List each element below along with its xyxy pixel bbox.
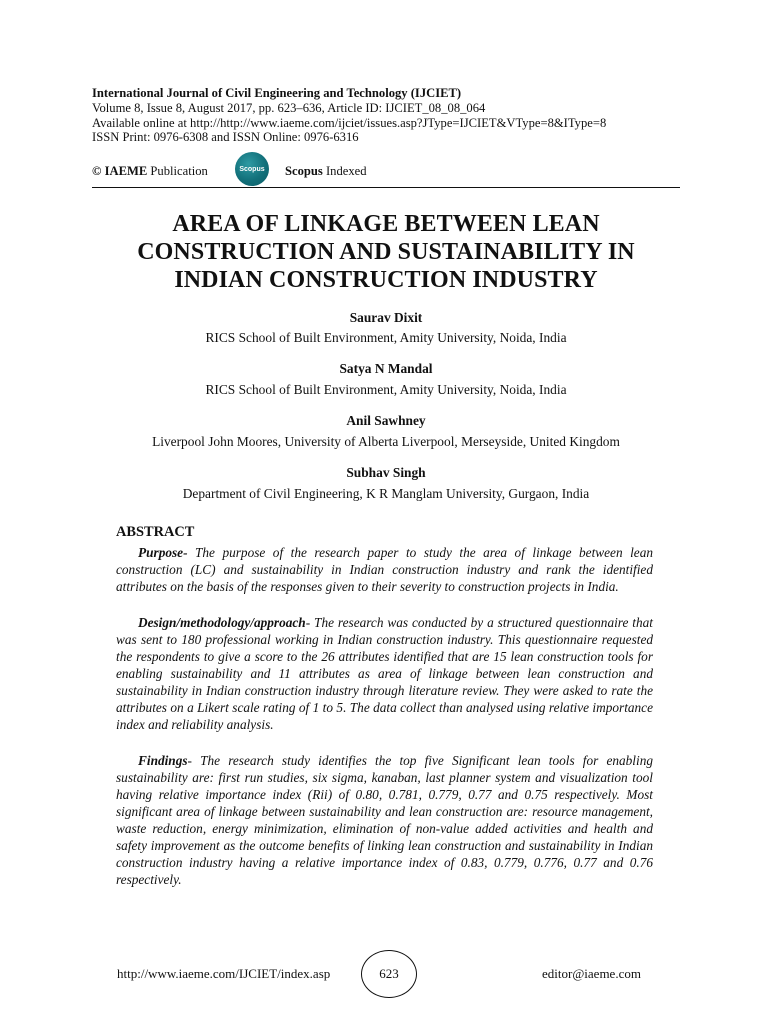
abstract-heading: ABSTRACT: [116, 524, 195, 540]
scopus-logo-text: Scopus: [239, 165, 265, 173]
paper-title: [92, 210, 680, 294]
journal-header: [92, 86, 692, 145]
paragraph-text: - The research study identifies the top five Significant lean tools for enabling sustainability are: first run studies, six sigma, kanaban, last planner system and visualization tool having relative importance index (Rii) of 0.80, 0.781, 0.779, 0.77 and 0.75 respectively. Most significant area of linkage between sustainability and lean construction are: resource management, waste reduction, energy minimization, elimination of non-value added activities and health and safety improvement as the outcome benefits of linking lean construction and sustainability in Indian construction industry having a relative importance index of 0.83, 0.779, 0.776, 0.77 and 0.76 respectively.: [116, 753, 653, 887]
scopus-indexed: [285, 164, 367, 179]
abstract-paragraph-findings: [116, 752, 653, 888]
available-online-line[interactable]: Available online at http://http://www.iaeme.com/ijciet/issues.asp?JType=IJCIET&VType=8&IType=8: [92, 115, 607, 130]
author-affiliation: RICS School of Built Environment, Amity University, Noida, India: [205, 382, 567, 397]
paragraph-label: Purpose-: [138, 545, 188, 560]
publisher-suffix: Publication: [150, 164, 208, 178]
title-line: AREA OF LINKAGE BETWEEN LEAN: [172, 211, 600, 237]
issn-line: ISSN Print: 0976-6308 and ISSN Online: 0976-6316: [92, 130, 359, 145]
page-number: 623: [379, 966, 399, 981]
volume-line: Volume 8, Issue 8, August 2017, pp. 623–636, Article ID: IJCIET_08_08_064: [92, 100, 486, 115]
publisher-row: [92, 152, 692, 192]
author-name: Anil Sawhney: [346, 413, 426, 428]
publisher-credit: [92, 164, 208, 179]
scopus-name: Scopus: [285, 164, 323, 178]
author-name: Satya N Mandal: [339, 361, 433, 376]
author-name: Subhav Singh: [346, 465, 426, 480]
journal-name: International Journal of Civil Engineering and Technology (IJCIET): [92, 86, 462, 100]
title-line: CONSTRUCTION AND SUSTAINABILITY IN: [137, 239, 635, 265]
paragraph-label: Design/methodology/approach: [138, 615, 306, 630]
abstract-paragraph-purpose: [116, 544, 653, 595]
publisher-name: IAEME: [104, 164, 148, 178]
paragraph-text: The purpose of the research paper to study the area of linkage between lean construction (LC) and sustainability in Indian construction industry and rank the identified attributes on the basis of the responses given to their severity to construction projects in India.: [116, 545, 653, 594]
footer-email-link[interactable]: editor@iaeme.com: [542, 966, 641, 981]
title-line: INDIAN CONSTRUCTION INDUSTRY: [174, 267, 598, 293]
author-affiliation: Department of Civil Engineering, K R Manglam University, Gurgaon, India: [182, 486, 590, 501]
scopus-suffix: Indexed: [325, 164, 367, 178]
header-divider: [92, 187, 680, 188]
author-name: Saurav Dixit: [349, 310, 423, 325]
page-footer: [0, 950, 768, 998]
abstract-paragraph-methodology: [116, 614, 653, 733]
copyright-symbol: ©: [92, 164, 102, 178]
author-affiliation: RICS School of Built Environment, Amity University, Noida, India: [205, 330, 567, 345]
page-number-badge: [361, 950, 417, 998]
scopus-logo-icon: [235, 152, 269, 186]
paragraph-label: Findings: [138, 753, 188, 768]
paragraph-text: - The research was conducted by a structured questionnaire that was sent to 180 professional working in Indian construction industry. This questionnaire requested the respondents to give a score to the 26 attributes identified that are 15 lean construction tools for enabling sustainability and 11 attributes as area of linkage between lean construction and sustainability in Indian construction industry through literature review. They were asked to rate the attributes on a Likert scale rating of 1 to 5. The data collect than analysed using relative importance index and reliability analysis.: [116, 615, 653, 732]
footer-url-link[interactable]: http://www.iaeme.com/IJCIET/index.asp: [117, 966, 331, 981]
author-affiliation: Liverpool John Moores, University of Alberta Liverpool, Merseyside, United Kingdom: [152, 434, 620, 449]
